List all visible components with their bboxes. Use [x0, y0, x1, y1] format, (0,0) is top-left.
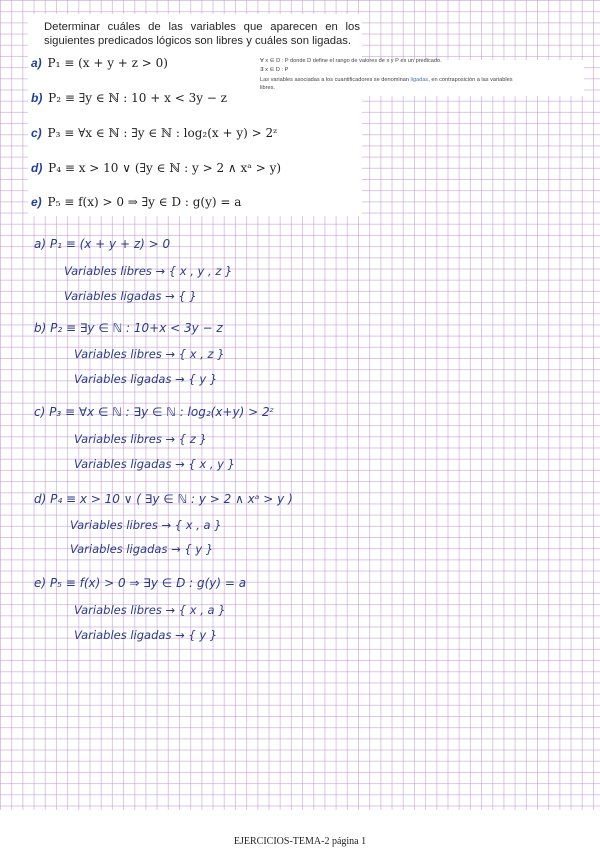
answer-a-ligadas: Variables ligadas → { } [64, 289, 197, 303]
answer-e-heading: e) P₅ ≡ f(x) > 0 ⇒ ∃y ∈ D : g(y) = a [34, 576, 247, 590]
statement-label: b) [31, 91, 43, 105]
statement-e [31, 195, 241, 209]
statement-label: a) [31, 56, 42, 70]
statement-label: d) [31, 161, 43, 175]
note-line-2: ∃ x ∈ D : P [260, 67, 289, 73]
answer-d-libres: Variables libres → { x , a } [70, 518, 222, 532]
note-text: Las variables asociadas a los cuantificadores se denominan [260, 77, 411, 83]
answer-c-heading: c) P₃ ≡ ∀x ∈ ℕ : ∃y ∈ ℕ : log₂(x+y) > 2ᶻ [34, 405, 274, 419]
statement-formula: P₂ ≡ ∃y ∈ ℕ : 10 + x < 3y − z [48, 91, 227, 105]
statement-b [31, 91, 227, 105]
answer-c-ligadas: Variables ligadas → { x , y } [74, 457, 235, 471]
statement-a [31, 56, 168, 70]
answer-b-heading: b) P₂ ≡ ∃y ∈ ℕ : 10+x < 3y − z [34, 321, 223, 335]
answer-a-heading: a) P₁ ≡ (x + y + z) > 0 [34, 237, 171, 251]
answer-b-ligadas: Variables ligadas → { y } [74, 372, 218, 386]
note-link-ligadas[interactable]: ligadas [410, 77, 429, 83]
note-text: , en contraposición a las variables [428, 77, 513, 83]
note-line-1: ∀ x ∈ D : P donde D define el rango de valores de x y P es un predicado. [260, 58, 442, 64]
statement-formula: P₁ ≡ (x + y + z > 0) [47, 56, 168, 70]
statement-formula: P₅ ≡ f(x) > 0 ⇒ ∃y ∈ D : g(y) = a [47, 195, 242, 209]
answer-e-ligadas: Variables ligadas → { y } [74, 628, 218, 642]
statement-label: c) [31, 126, 42, 140]
answer-e-libres: Variables libres → { x , a } [74, 603, 226, 617]
statement-formula: P₄ ≡ x > 10 ∨ (∃y ∈ ℕ : y > 2 ∧ xᵃ > y) [48, 161, 282, 175]
note-line-4: libres. [260, 85, 275, 91]
answer-b-libres: Variables libres → { x , z } [74, 347, 225, 361]
answer-d-heading: d) P₄ ≡ x > 10 ∨ ( ∃y ∈ ℕ : y > 2 ∧ xᵃ > y ) [34, 492, 293, 506]
statement-c [31, 126, 277, 140]
statement-formula: P₃ ≡ ∀x ∈ ℕ : ∃y ∈ ℕ : log₂(x + y) > 2ᶻ [47, 126, 278, 140]
statement-d [31, 161, 281, 175]
task-statement: Determinar cuáles de las variables que aparecen en los siguientes predicados lógicos son libres y cuáles son ligadas. [44, 21, 360, 47]
answer-c-libres: Variables libres → { z } [74, 432, 207, 446]
answer-a-libres: Variables libres → { x , y , z } [64, 264, 233, 278]
statement-label: e) [31, 195, 42, 209]
page-footer: EJERCICIOS-TEMA-2 página 1 [233, 836, 367, 847]
answer-d-ligadas: Variables ligadas → { y } [70, 542, 214, 556]
note-line-3 [260, 77, 513, 84]
